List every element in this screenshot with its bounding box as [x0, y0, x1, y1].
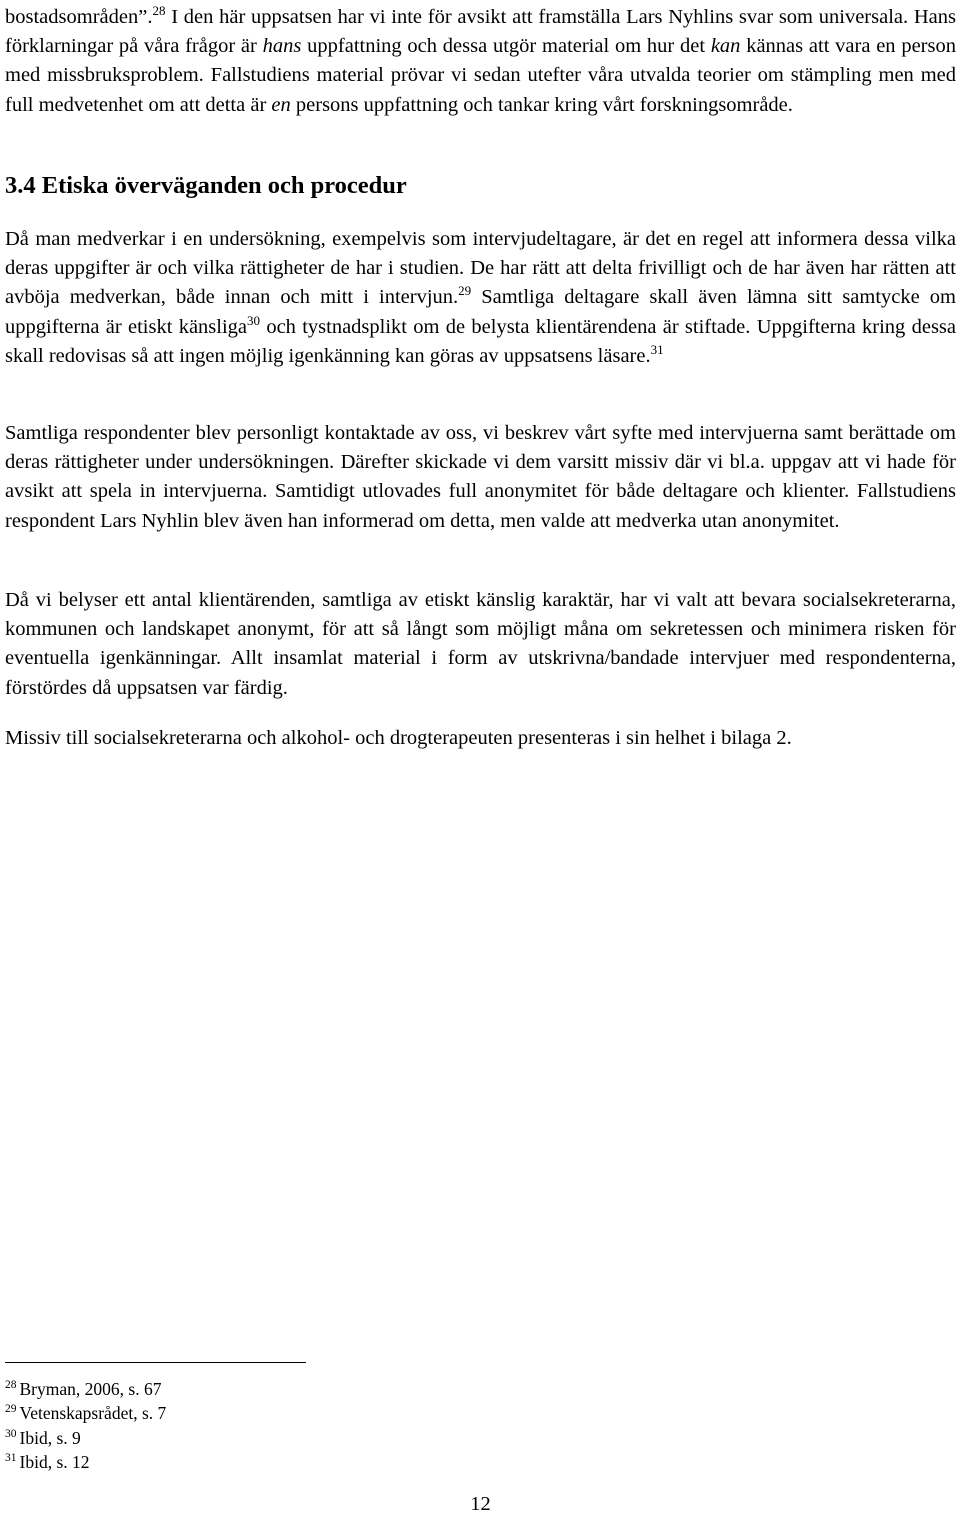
text-segment: bostadsområden”. — [5, 6, 153, 28]
footnote-number: 30 — [5, 1427, 17, 1440]
text-segment: persons uppfattning och tankar kring vårt forskningsområde. — [290, 93, 793, 116]
paragraph-missiv: Missiv till socialsekreterarna och alkohol- och drogterapeuten presenteras i sin helhet i bilaga 2. — [5, 727, 792, 749]
footnotes-list — [5, 1377, 166, 1475]
footnote-item — [5, 1450, 166, 1474]
text-segment: I den här uppsatsen har vi inte för avsikt att framställa Lars Nyhlins svar som universala. Hans förklarningar på våra frågor är — [5, 6, 956, 58]
footnote-text: Ibid, s. 12 — [19, 1452, 90, 1473]
footnote-ref-30[interactable]: 30 — [247, 312, 261, 328]
footnote-number: 29 — [5, 1403, 17, 1416]
emphasis-en: en — [271, 93, 291, 116]
footnote-ref-31[interactable]: 31 — [650, 341, 664, 357]
footnote-ref-28[interactable]: 28 — [152, 3, 166, 18]
footnote-number: 31 — [5, 1452, 17, 1465]
text-segment: Samtliga deltagare skall även lämna sitt samtycke om uppgifterna är etiskt känsliga — [5, 286, 956, 338]
text-segment: Då man medverkar i en undersökning, exempelvis som intervjudeltagare, är det en regel att informera dessa vilka deras uppgifter är och vilka rättigheter de har i studien. De har rätt att delta frivilligt och de har även har rätten att avböja medverkan, både innan och mitt i intervjun. — [5, 228, 956, 309]
footnote-item — [5, 1426, 166, 1450]
text-segment: kännas att vara en person med missbruksproblem. Fallstudiens material prövar vi sedan utefter våra utvalda teorier om stämpling men med full medvetenhet om att detta är — [5, 35, 956, 116]
footnote-ref-29[interactable]: 29 — [458, 283, 472, 299]
text-segment: och tystnadsplikt om de belysta klientärendena är stiftade. Uppgifterna kring dessa skall redovisas så att ingen möjlig igenkänning kan göras av uppsatsens läsare. — [5, 315, 956, 367]
footnote-item — [5, 1377, 166, 1401]
paragraph-ethics — [5, 225, 956, 371]
emphasis-hans: hans — [262, 35, 302, 58]
footnote-text: Bryman, 2006, s. 67 — [19, 1379, 162, 1399]
emphasis-kan: kan — [710, 35, 741, 58]
footnote-number: 28 — [5, 1379, 17, 1391]
footnote-text: Vetenskapsrådet, s. 7 — [19, 1403, 167, 1424]
page-number: 12 — [470, 1493, 491, 1515]
footnote-text: Ibid, s. 9 — [19, 1427, 81, 1448]
footnote-item — [5, 1401, 166, 1425]
section-heading: 3.4 Etiska överväganden och procedur — [5, 172, 407, 199]
text-segment: uppfattning och dessa utgör material om hur det — [301, 35, 711, 58]
paragraph-anonymity: Då vi belyser ett antal klientärenden, samtliga av etiskt känslig karaktär, har vi valt att bevara socialsekreterarna, kommunen och landskapet anonymt, för att så långt som möjligt måna om sekretessen och minimera risken för eventuella igenkänningar. Allt insamlat material i form av utskrivna/bandade intervjuer med respondenterna, förstördes då uppsatsen var färdig. — [5, 589, 956, 699]
paragraph-respondents: Samtliga respondenter blev personligt kontaktade av oss, vi beskrev vårt syfte med intervjuerna samt berättade om deras rättigheter under undersökningen. Därefter skickade vi dem varsitt missiv där vi bl.a. uppgav att vi hade för avsikt att spela in intervjuerna. Samtidigt utlovades full anonymitet för både deltagare och klienter. Fallstudiens respondent Lars Nyhlin blev även han informerad om detta, men valde att medverka utan anonymitet. — [5, 422, 956, 532]
paragraph-intro — [5, 3, 956, 120]
footnote-divider — [5, 1362, 306, 1363]
